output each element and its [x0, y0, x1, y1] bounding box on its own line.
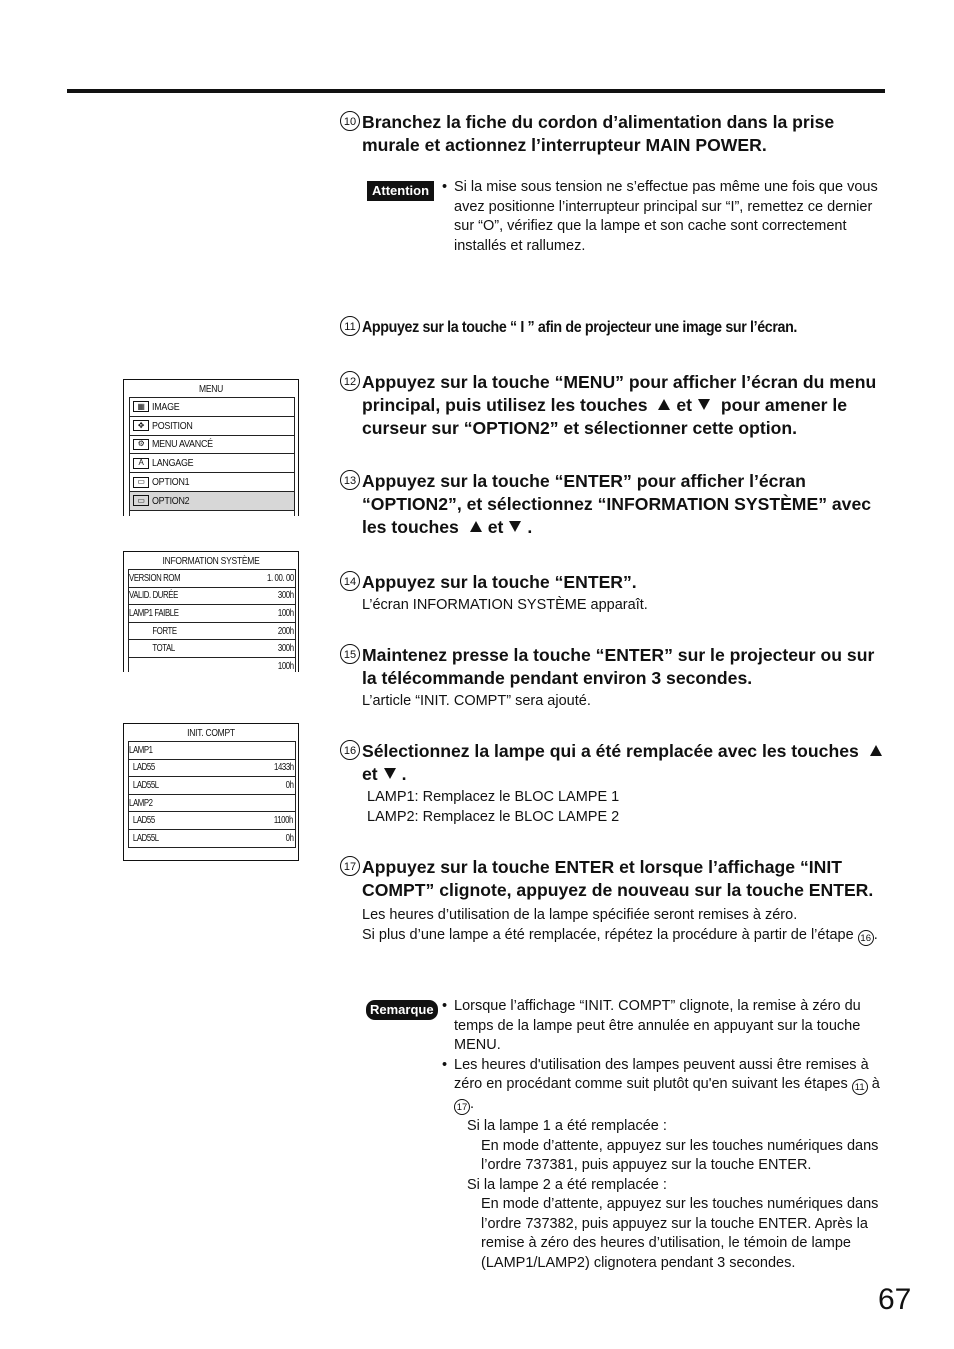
menu-item-label: LANGAGE: [152, 457, 194, 470]
info-label: TOTAL: [152, 643, 175, 655]
advanced-icon: ⚙: [133, 439, 149, 450]
step-body: L’article “INIT. COMPT” sera ajouté.: [362, 693, 591, 709]
menu-item-image: [129, 397, 295, 416]
info-row: [128, 604, 296, 622]
menu-item-label: OPTION2: [152, 494, 190, 507]
menu-screen-title: MENU: [198, 384, 224, 395]
step-body-1: Les heures d’utilisation de la lampe spécifiée seront remises à zéro.: [362, 907, 798, 923]
step-title: [362, 371, 888, 440]
info-value: 100h: [277, 660, 294, 672]
step-title-a: Sélectionnez la lampe qui a été remplacée avec les touches: [362, 741, 859, 761]
init-label: LAMP2: [129, 797, 153, 809]
step-body-2: [362, 926, 888, 946]
remarque-to-word: à: [871, 1076, 880, 1092]
step-16: [340, 740, 888, 827]
remarque-bullet-2-end: .: [470, 1096, 475, 1112]
info-label: FORTE: [152, 625, 177, 637]
menu-item-language: [129, 453, 295, 472]
init-label: LAD55L: [132, 779, 159, 791]
picture-icon: ▦: [133, 401, 149, 412]
step-number: 11: [340, 316, 360, 336]
info-row: [128, 657, 296, 672]
attention-badge: Attention: [367, 181, 434, 201]
info-label: VERSION ROM: [129, 572, 181, 584]
init-label: LAD55L: [132, 832, 159, 844]
init-row: [128, 759, 296, 777]
step-13: [340, 470, 888, 539]
init-screen: [123, 723, 299, 861]
step-title: Appuyez sur la touche “ I ” afin de projecteur une image sur l’écran.: [362, 319, 798, 336]
step-title: Appuyez sur la touche ENTER et lorsque l’affichage “INIT COMPT” clignote, appuyez de nouveau sur la touche ENTER.: [362, 857, 874, 900]
step-11: [340, 316, 888, 339]
step-17: [340, 856, 888, 946]
step-number: 12: [340, 371, 360, 391]
attention-text: • Si la mise sous tension ne s’effectue pas même une fois que vous avez positionne l’interrupteur principal sur “I”, remettez ce dernier sur “O”, vérifiez que la lampe et son cache sont correctement installés et rallumez.: [442, 178, 890, 256]
step-14: [340, 571, 888, 616]
and-word: et: [676, 395, 693, 415]
step-body-line1: LAMP1: Remplacez le BLOC LAMPE 1: [367, 789, 620, 805]
step-ref: 11: [852, 1079, 868, 1095]
info-value: 1. 00. 00: [266, 572, 294, 584]
down-arrow-icon: [509, 521, 521, 532]
step-title-end: .: [401, 764, 407, 784]
step-number: 16: [340, 740, 360, 760]
info-row: [128, 622, 296, 640]
menu-screen: [123, 379, 299, 516]
info-row: [128, 569, 296, 587]
step-title: Maintenez presse la touche “ENTER” sur le projecteur ou sur la télécommande pendant environ 3 secondes.: [362, 645, 875, 688]
attention-note: [442, 178, 890, 256]
page-number: 67: [878, 1283, 912, 1316]
remarque-bullet-2: [442, 1056, 890, 1116]
init-label: LAMP1: [129, 744, 153, 756]
menu-item-label: MENU AVANCÉ: [152, 438, 213, 451]
remarque-bullet-2-text: Les heures d'utilisation des lampes peuvent aussi être remises à zéro en procédant comme suit plutôt qu'en suivant les étapes: [454, 1056, 869, 1092]
step-title: Branchez la fiche du cordon d’alimentation dans la prise murale et actionnez l’interrupteur MAIN POWER.: [362, 112, 835, 155]
info-row: [128, 639, 296, 657]
step-number: 10: [340, 111, 360, 131]
step-number: 15: [340, 644, 360, 664]
step-title: Appuyez sur la touche “ENTER”.: [362, 572, 637, 592]
init-label: LAD55: [132, 815, 155, 827]
init-value: 0h: [285, 779, 294, 791]
info-row: [128, 587, 296, 605]
step-body-line2: LAMP2: Remplacez le BLOC LAMPE 2: [367, 808, 620, 825]
step-number: 14: [340, 571, 360, 591]
lamp2-text: En mode d’attente, appuyez sur les touches numériques dans l’ordre 737382, puis appuyez sur la touche ENTER. Après la remise à zéro des heures d’utilisation, le témoin de lampe (LAMP1/LAMP2) clignotera pendant 3 secondes.: [481, 1196, 879, 1271]
init-label: LAD55: [132, 762, 155, 774]
info-label: LAMP1 FAIBLE: [129, 607, 179, 619]
menu-item-label: IMAGE: [152, 400, 180, 413]
and-word: et: [487, 517, 504, 537]
language-icon: A: [133, 458, 149, 469]
init-value: 1100h: [274, 815, 294, 827]
step-number: 17: [340, 856, 360, 876]
init-value: 0h: [285, 832, 294, 844]
and-word: et: [362, 764, 378, 784]
option-icon: ▭: [133, 477, 149, 488]
up-arrow-icon: [470, 521, 482, 532]
lamp1-text: En mode d’attente, appuyez sur les touches numériques dans l’ordre 737381, puis appuyez sur la touche ENTER.: [481, 1137, 879, 1173]
menu-item-label: POSITION: [152, 419, 193, 432]
info-value: 300h: [277, 590, 294, 602]
step-body-2-text: Si plus d’une lampe a été remplacée, répétez la procédure à partir de l’étape: [362, 926, 854, 943]
menu-item-label: OPTION1: [152, 476, 190, 489]
menu-item-option2: [129, 491, 295, 510]
remarque-note: [442, 997, 890, 1273]
init-row: [128, 811, 296, 829]
step-title-a: Appuyez sur la touche “MENU” pour afficher l’écran du menu principal, puis utilisez les touches: [362, 372, 877, 415]
step-12: [340, 371, 888, 440]
info-screen-title: INFORMATION SYSTÈME: [162, 556, 260, 567]
step-body: L’écran INFORMATION SYSTÈME apparaît.: [362, 597, 648, 613]
step-ref: 17: [454, 1099, 470, 1115]
menu-item-position: [129, 416, 295, 435]
step-title-a: Appuyez sur la touche “ENTER” pour afficher l’écran “OPTION2”, et sélectionnez “INFORMATION SYSTÈME” avec les touches: [362, 471, 872, 537]
position-icon: ✥: [133, 420, 149, 431]
info-value: 200h: [277, 625, 294, 637]
option-icon: ▭: [133, 495, 149, 506]
init-screen-title: INIT. COMPT: [187, 728, 235, 739]
step-title-b: pour amener le curseur sur “OPTION2” et sélectionner cette option.: [362, 395, 848, 438]
info-value: 100h: [277, 607, 294, 619]
info-screen: [123, 551, 299, 672]
init-row: [128, 794, 296, 812]
step-title: [362, 740, 888, 786]
init-row: [128, 741, 296, 759]
lamp2-heading: Si la lampe 2 a été remplacée :: [467, 1176, 667, 1193]
remarque-bullet-1: • Lorsque l’affichage “INIT. COMPT” clignote, la remise à zéro du temps de la lampe peut être annulée en appuyant sur la touche MENU.: [442, 997, 890, 1056]
lamp1-heading: Si la lampe 1 a été remplacée :: [467, 1118, 667, 1134]
info-value: 300h: [277, 643, 294, 655]
menu-item-option1: [129, 472, 295, 491]
down-arrow-icon: [384, 768, 396, 779]
step-title-end: .: [527, 517, 533, 537]
top-rule: [67, 89, 885, 93]
init-row: [128, 829, 296, 848]
menu-item-advanced: [129, 435, 295, 454]
down-arrow-icon: [698, 399, 710, 410]
step-ref: 16: [858, 930, 874, 946]
step-title: [362, 470, 888, 539]
step-10: [340, 111, 888, 157]
step-body-2-end: .: [873, 926, 878, 943]
menu-item-cutoff: [129, 510, 295, 516]
remarque-badge: Remarque: [366, 1000, 438, 1020]
step-number: 13: [340, 470, 360, 490]
step-15: [340, 644, 888, 712]
init-row: [128, 776, 296, 794]
init-value: 1433h: [273, 762, 294, 774]
up-arrow-icon: [870, 745, 882, 756]
info-label: VALID. DURÉE: [129, 590, 178, 602]
up-arrow-icon: [658, 399, 670, 410]
